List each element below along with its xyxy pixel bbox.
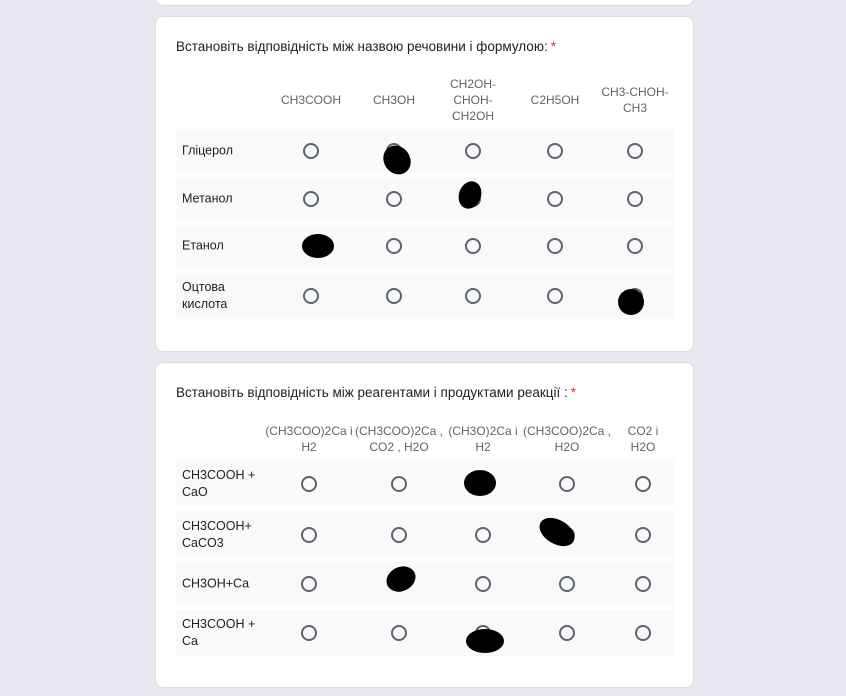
radio-option[interactable] [386, 191, 402, 207]
row-label: Етанол [182, 238, 224, 253]
radio-option[interactable] [627, 288, 643, 304]
radio-option[interactable] [303, 143, 319, 159]
radio-option[interactable] [301, 527, 317, 543]
question-text: Встановіть відповідність між назвою речовини і формулою: [176, 39, 548, 54]
grid-row [176, 273, 674, 319]
radio-option[interactable] [301, 476, 317, 492]
radio-option[interactable] [547, 143, 563, 159]
row-label: CH3COOH + Ca [182, 617, 256, 648]
radio-option[interactable] [386, 288, 402, 304]
radio-option[interactable] [465, 238, 481, 254]
radio-option[interactable] [475, 576, 491, 592]
radio-option[interactable] [627, 191, 643, 207]
column-header: CH2OH-CHOH-CH2OH [449, 77, 496, 123]
radio-option[interactable] [301, 625, 317, 641]
radio-option[interactable] [627, 238, 643, 254]
column-header: (CH3COO)2Ca i H2 [265, 424, 353, 454]
row-label: Оцтова кислота [182, 280, 228, 311]
row-label: CH3COOH+ CaCO3 [182, 519, 252, 550]
radio-option[interactable] [303, 238, 319, 254]
previous-question-card [155, 0, 694, 6]
question-card-2 [155, 362, 694, 688]
radio-option[interactable] [301, 576, 317, 592]
column-header: (CH3COO)2Ca , CO2 , H2O [354, 424, 443, 454]
row-label: Метанол [182, 191, 233, 206]
radio-option[interactable] [547, 288, 563, 304]
radio-option[interactable] [465, 288, 481, 304]
column-header: (CH3O)2Ca i H2 [448, 424, 518, 454]
column-header: CO2 i H2O [627, 424, 659, 454]
radio-option[interactable] [386, 143, 402, 159]
radio-option[interactable] [559, 527, 575, 543]
radio-option[interactable] [475, 625, 491, 641]
required-asterisk: * [550, 39, 556, 54]
required-asterisk: * [570, 385, 577, 400]
radio-option[interactable] [303, 288, 319, 304]
column-header: (CH3COO)2Ca , H2O [522, 424, 611, 454]
radio-option[interactable] [391, 625, 407, 641]
column-header: CH3-CHOH-CH3 [601, 85, 669, 115]
question-title [176, 39, 556, 54]
question-text: Встановіть відповідність між реагентами і продуктами реакції : [176, 385, 568, 400]
radio-option[interactable] [547, 238, 563, 254]
radio-option[interactable] [635, 527, 651, 543]
radio-option[interactable] [391, 527, 407, 543]
row-label: CH3OH+Ca [182, 576, 250, 591]
radio-option[interactable] [465, 191, 481, 207]
column-header: CH3OH [372, 93, 415, 107]
radio-option[interactable] [386, 238, 402, 254]
radio-option[interactable] [465, 143, 481, 159]
radio-option[interactable] [635, 625, 651, 641]
radio-option[interactable] [475, 476, 491, 492]
radio-option[interactable] [635, 576, 651, 592]
radio-option[interactable] [391, 576, 407, 592]
column-header: C2H5OH [530, 93, 580, 107]
radio-option[interactable] [559, 476, 575, 492]
radio-option[interactable] [559, 576, 575, 592]
radio-option[interactable] [559, 625, 575, 641]
radio-option[interactable] [547, 191, 563, 207]
question-card-1 [155, 16, 694, 352]
row-label: Гліцерол [182, 143, 234, 158]
radio-option[interactable] [303, 191, 319, 207]
radio-option[interactable] [635, 476, 651, 492]
radio-option[interactable] [475, 527, 491, 543]
radio-option[interactable] [627, 143, 643, 159]
row-label: CH3COOH + CaO [182, 468, 256, 499]
question-title [176, 385, 576, 400]
radio-option[interactable] [391, 476, 407, 492]
column-header: CH3COOH [280, 93, 341, 107]
